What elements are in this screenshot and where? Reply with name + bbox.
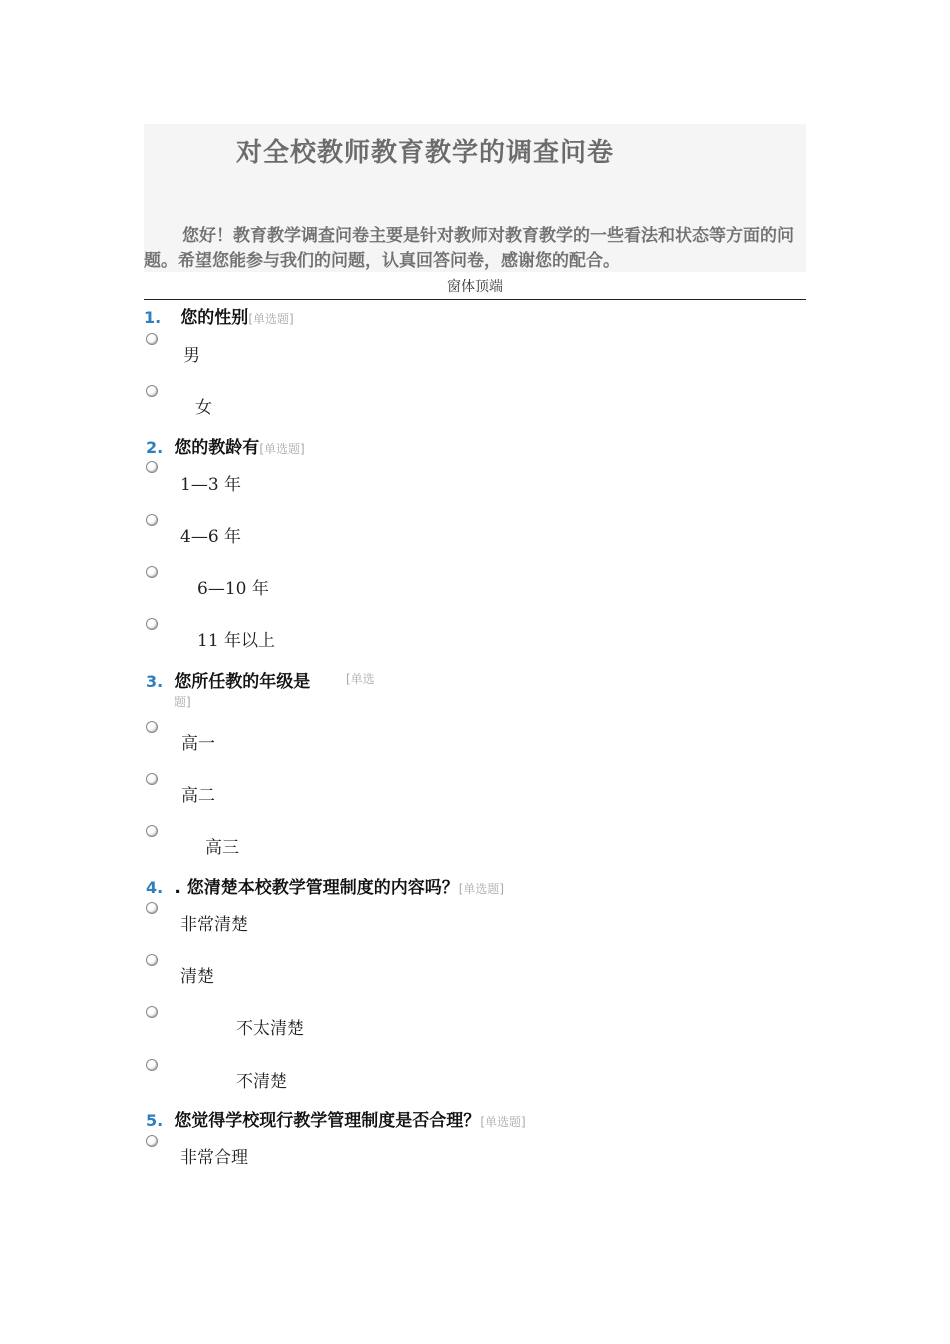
question-type: [单选题] — [259, 442, 305, 456]
option-label: 不清楚 — [236, 1072, 287, 1092]
radio-option-q4-4[interactable] — [146, 1059, 158, 1071]
option-label: 不太清楚 — [236, 1019, 304, 1039]
option-label: 高二 — [181, 786, 215, 806]
option-label: 非常合理 — [180, 1148, 248, 1168]
option-label: 女 — [195, 398, 212, 418]
radio-option-q4-2[interactable] — [146, 954, 158, 966]
question-4 — [146, 873, 504, 898]
divider — [144, 299, 806, 300]
question-number: 5. — [146, 1111, 164, 1130]
option-label: 非常清楚 — [180, 915, 248, 935]
option-label: 4—6 年 — [180, 527, 242, 547]
question-text: 您的教龄有 — [174, 438, 260, 458]
survey-header — [144, 124, 806, 272]
radio-option-q2-4[interactable] — [146, 618, 158, 630]
question-type: [单选题] — [480, 1115, 526, 1129]
radio-option-q5-1[interactable] — [146, 1135, 158, 1147]
form-top-label: 窗体顶端 — [447, 279, 503, 295]
question-text: 您觉得学校现行教学管理制度是否合理？ — [174, 1111, 481, 1131]
question-number: 4. — [146, 878, 164, 897]
radio-option-q4-3[interactable] — [146, 1006, 158, 1018]
question-text: 您所任教的年级是 — [174, 672, 311, 692]
question-type: [单选题] — [458, 882, 505, 896]
radio-option-q3-3[interactable] — [146, 825, 158, 837]
option-label: 男 — [183, 346, 200, 366]
radio-option-q4-1[interactable] — [146, 902, 158, 914]
option-label: 6—10 年 — [197, 579, 269, 599]
radio-option-q3-1[interactable] — [146, 721, 158, 733]
question-1 — [144, 303, 294, 328]
option-label: 清楚 — [180, 967, 214, 987]
radio-option-q2-2[interactable] — [146, 514, 158, 526]
question-number: 2. — [146, 438, 164, 457]
question-type: [单选 — [346, 672, 375, 686]
survey-intro: 您好！教育教学调查问卷主要是针对教师对教育教学的一些看法和状态等方面的问题。希望您能参与我们的问题，认真回答问卷，感谢您的配合。 — [144, 226, 794, 271]
question-number: 1. — [144, 308, 162, 327]
question-type: [单选题] — [248, 312, 294, 326]
option-label: 高三 — [205, 838, 239, 858]
question-number: 3. — [146, 672, 164, 691]
question-text: . 您清楚本校教学管理制度的内容吗？ — [174, 878, 459, 898]
radio-option-q2-1[interactable] — [146, 461, 158, 473]
survey-title: 对全校教师教育教学的调查问卷 — [236, 138, 615, 168]
option-label: 11 年以上 — [197, 631, 276, 651]
question-5 — [146, 1106, 526, 1131]
radio-option-q1-1[interactable] — [146, 333, 158, 345]
option-label: 高一 — [181, 734, 215, 754]
question-text: 您的性别 — [180, 308, 249, 328]
question-2 — [146, 433, 305, 458]
radio-option-q1-2[interactable] — [146, 385, 158, 397]
radio-option-q3-2[interactable] — [146, 773, 158, 785]
radio-option-q2-3[interactable] — [146, 566, 158, 578]
question-type-continued: 题] — [174, 695, 191, 709]
question-3 — [146, 667, 310, 692]
option-label: 1—3 年 — [180, 475, 242, 495]
